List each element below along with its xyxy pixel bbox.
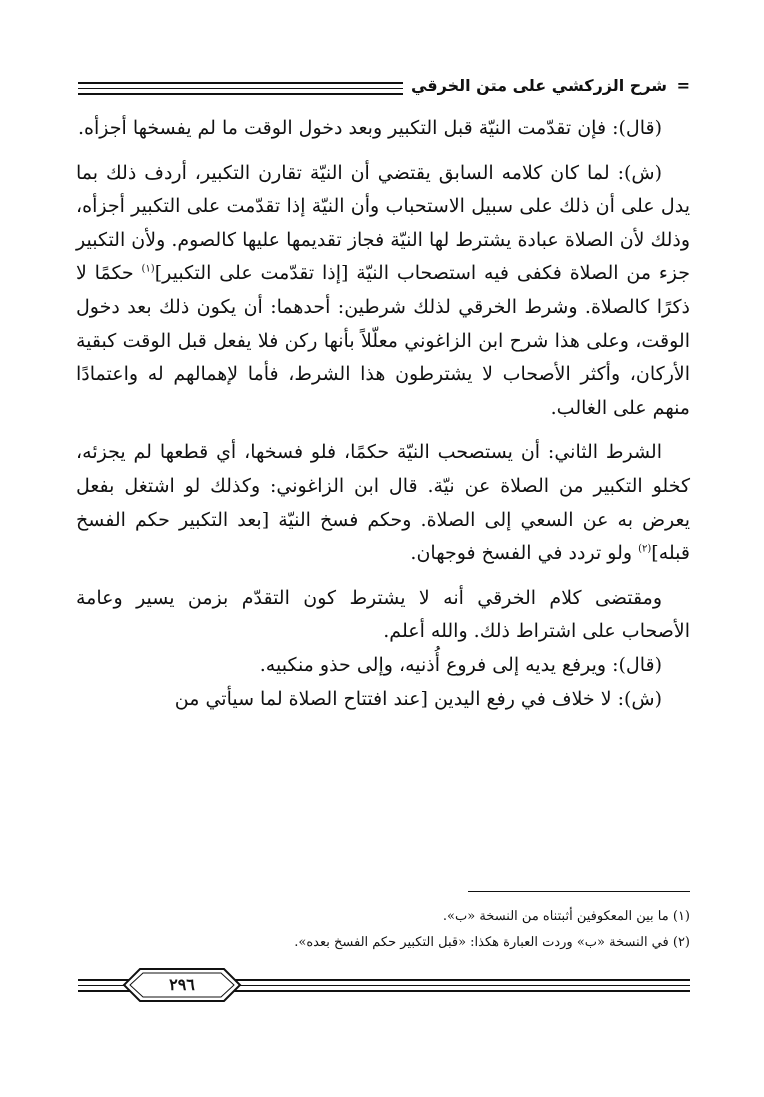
page-number: ٢٩٦: [169, 975, 195, 994]
paragraph-qala-1: [76, 112, 690, 146]
footnotes: [76, 904, 690, 956]
paragraph-text: الشرط الثاني: أن يستصحب النيّة حكمًا، فلو فسخها، أي قطعها لم يجزئه، كخلو التكبير من الصلاة عن نيّة. قال ابن الزاغوني: وكذلك لو اشتغل بفعل يعرض به عن السعي إلى الصلاة. وحكم فسخ النيّة [بعد التكبير حكم الفسخ قبله]: [76, 441, 690, 565]
paragraph-sharh-2: [76, 683, 690, 717]
paragraph-qala-2: [76, 649, 690, 683]
paragraph-text: ومقتضى كلام الخرقي أنه لا يشترط كون التقدّم بزمن يسير وعامة الأصحاب على اشتراط ذلك. والله أعلم.: [76, 586, 690, 643]
footnote-separator: [468, 891, 690, 892]
paragraph-text: (ش): لا خلاف في رفع اليدين [عند افتتاح الصلاة لما سيأتي من: [174, 687, 662, 710]
page-number-ornament: [78, 965, 690, 1005]
paragraph-text: (قال): ويرفع يديه إلى فروع أُذنيه، وإلى حذو منكبيه.: [259, 653, 662, 676]
footnote-ref-2[interactable]: (٢): [638, 543, 652, 555]
paragraph-sharh-1: [76, 157, 690, 426]
main-text: [76, 112, 690, 716]
header-dash: =: [676, 76, 690, 95]
paragraph-condition-2: [76, 436, 690, 570]
paragraph-text: (قال): فإن تقدّمت النيّة قبل التكبير وبعد دخول الوقت ما لم يفسخها أجزأه.: [78, 117, 662, 139]
footnote-1: (١) ما بين المعكوفين أثبتناه من النسخة «ب».: [442, 909, 690, 924]
paragraph-text: (ش): لما كان كلامه السابق يقتضي أن النيّة تقارن التكبير، أردف ذلك بما يدل على أن ذلك على سبيل الاستحباب وأن النيّة إذا تقدّمت على التكبير أجزأه، وذلك لأن الصلاة عبادة يشترط لها النيّة فجاز تقديمها عليها كالصوم. ولأن التكبير جزء من الصلاة فكفى فيه استصحاب النيّة [إذا تقدّمت على التكبير]: [76, 161, 690, 285]
page-number-badge: [122, 967, 242, 1003]
header-title-text: شرح الزركشي على متن الخرقي: [410, 76, 668, 95]
header-title: [403, 76, 690, 95]
paragraph-muqtada: [76, 582, 690, 649]
footnote-2: (٢) في النسخة «ب» وردت العبارة هكذا: «قبل التكبير حكم الفسخ بعده».: [294, 935, 690, 950]
paragraph-text: ولو تردد في الفسخ فوجهان.: [410, 542, 639, 565]
running-header: [78, 70, 690, 104]
footnote-ref-1[interactable]: (١): [141, 264, 155, 276]
paragraph-text: حكمًا لا ذكرًا كالصلاة. وشرط الخرقي لذلك شرطين: أحدهما: أن يكون ذلك بعد دخول الوقت، وعلى هذا شرح ابن الزاغوني معلّلاً بأنها ركن فلا يفعل قبل الوقت كبقية الأركان، وأكثر الأصحاب لا يشترطون هذا الشرط، فأما لإهمالهم له واعتمادًا منهم على الغالب.: [76, 262, 690, 419]
